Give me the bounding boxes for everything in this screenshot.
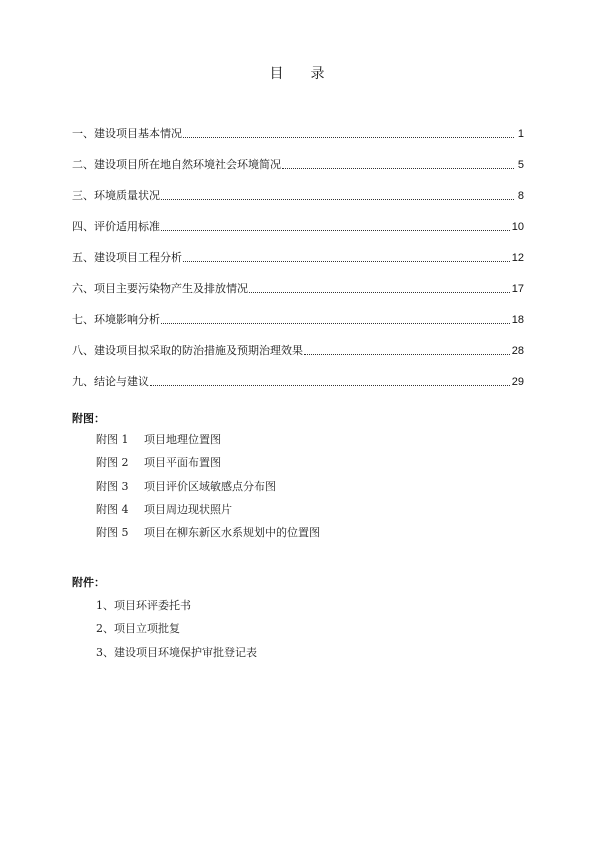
toc-entry-page: 17 xyxy=(511,283,524,295)
toc-entry[interactable] xyxy=(72,141,524,172)
toc-entry[interactable] xyxy=(72,327,524,358)
page-title xyxy=(0,63,595,83)
toc-entry[interactable] xyxy=(72,265,524,296)
attachments-list xyxy=(96,599,257,669)
toc-entry-label: 一、建设项目基本情况 xyxy=(72,127,182,140)
toc-entry[interactable] xyxy=(72,110,524,141)
dot-leader xyxy=(161,199,514,200)
dot-leader xyxy=(150,385,510,386)
toc-entry-page: 18 xyxy=(511,314,524,326)
dot-leader xyxy=(282,168,514,169)
title-char-2: 录 xyxy=(310,66,326,82)
toc-entry-label: 九、结论与建议 xyxy=(72,375,149,388)
figure-item[interactable] xyxy=(96,526,320,549)
toc-entry-page: 10 xyxy=(511,221,524,233)
figure-label: 项目在柳东新区水系规划中的位置图 xyxy=(144,526,320,540)
toc-entry-page: 12 xyxy=(511,252,524,264)
toc-entry[interactable] xyxy=(72,172,524,203)
toc-entry[interactable] xyxy=(72,203,524,234)
toc-entry-label: 二、建设项目所在地自然环境社会环境简况 xyxy=(72,158,281,171)
figures-heading: 附图： xyxy=(72,412,105,425)
attachments-heading: 附件： xyxy=(72,576,105,589)
dot-leader xyxy=(183,137,514,138)
figure-number: 附图 4 xyxy=(96,502,129,516)
toc-entry-label: 七、环境影响分析 xyxy=(72,313,160,326)
toc-entry-page: 1 xyxy=(517,128,524,140)
figure-item[interactable] xyxy=(96,456,320,479)
figure-label: 项目平面布置图 xyxy=(144,456,221,470)
figure-number: 附图 3 xyxy=(96,479,129,493)
figure-label: 项目周边现状照片 xyxy=(144,502,232,516)
table-of-contents xyxy=(72,110,524,389)
toc-entry-page: 29 xyxy=(511,376,524,388)
toc-entry-label: 五、建设项目工程分析 xyxy=(72,251,182,264)
toc-entry[interactable] xyxy=(72,296,524,327)
dot-leader xyxy=(161,230,510,231)
dot-leader xyxy=(161,323,510,324)
toc-entry-label: 三、环境质量状况 xyxy=(72,189,160,202)
attachment-item[interactable]: 2、项目立项批复 xyxy=(96,622,180,636)
attachment-item[interactable]: 3、建设项目环境保护审批登记表 xyxy=(96,645,257,659)
figures-list xyxy=(96,433,320,549)
toc-entry-label: 六、项目主要污染物产生及排放情况 xyxy=(72,282,248,295)
toc-entry-page: 8 xyxy=(517,190,524,202)
toc-entry-label: 四、评价适用标准 xyxy=(72,220,160,233)
toc-entry-page: 28 xyxy=(511,345,524,357)
figure-number: 附图 2 xyxy=(96,456,129,470)
figure-label: 项目地理位置图 xyxy=(144,433,221,446)
figure-item[interactable] xyxy=(96,480,320,503)
dot-leader xyxy=(249,292,510,293)
dot-leader xyxy=(304,354,510,355)
toc-entry[interactable] xyxy=(72,358,524,389)
dot-leader xyxy=(183,261,510,262)
figure-item[interactable] xyxy=(96,433,320,456)
figure-number: 附图 1 xyxy=(96,433,129,446)
toc-entry-label: 八、建设项目拟采取的防治措施及预期治理效果 xyxy=(72,344,303,357)
toc-entry[interactable] xyxy=(72,234,524,265)
attachment-item[interactable]: 1、项目环评委托书 xyxy=(96,599,191,612)
figure-label: 项目评价区域敏感点分布图 xyxy=(144,479,276,493)
toc-entry-page: 5 xyxy=(517,159,524,171)
figure-item[interactable] xyxy=(96,503,320,526)
figure-number: 附图 5 xyxy=(96,526,129,540)
title-char-1: 目 xyxy=(269,66,285,82)
